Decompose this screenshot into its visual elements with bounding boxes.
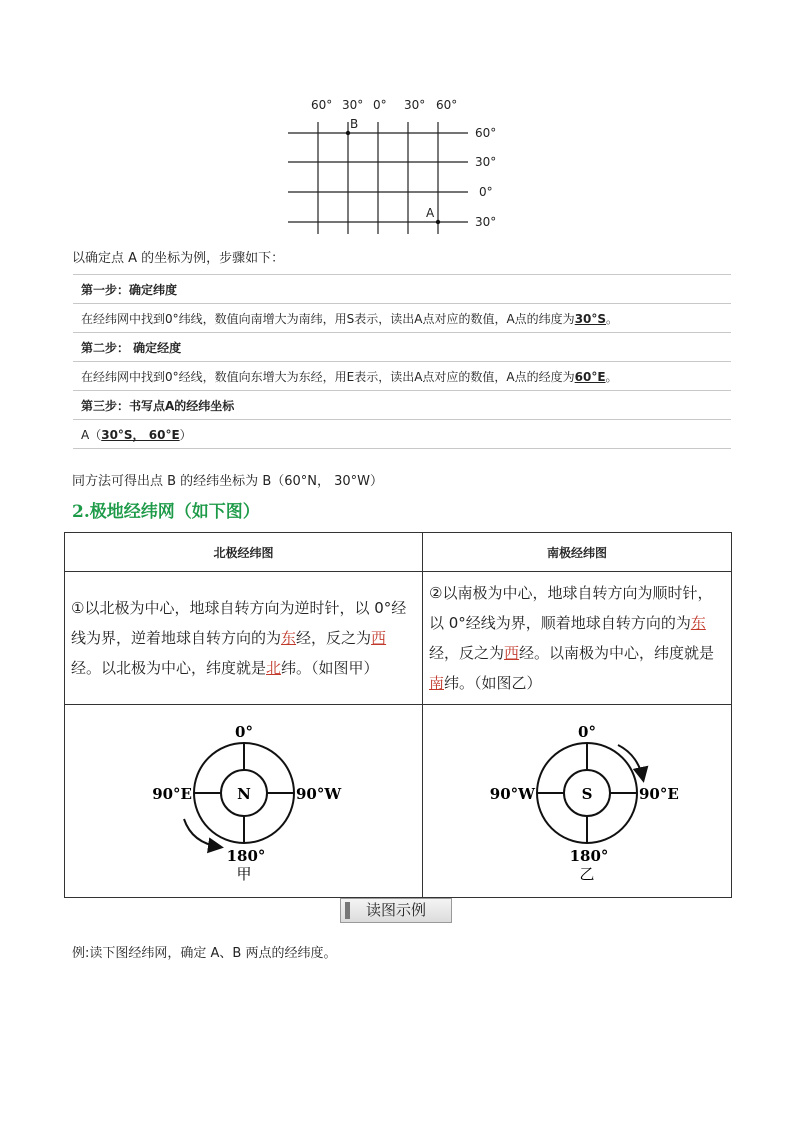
north-text-part: 经。以北极为中心，纬度就是 xyxy=(71,659,267,677)
step3-answer: 30°S， 60°E xyxy=(101,427,180,442)
south-highlight-south: 南 xyxy=(429,674,445,692)
north-diagram-cell xyxy=(65,705,423,898)
step-row xyxy=(73,333,731,362)
step1-title: 第一步：确定纬度 xyxy=(73,275,731,304)
step3-end: ） xyxy=(179,427,192,442)
north-label-left: 90°E xyxy=(152,785,192,803)
step-row xyxy=(73,362,731,391)
section-title: 2.极地经纬网（如下图） xyxy=(72,502,260,522)
south-highlight-west: 西 xyxy=(504,644,520,662)
north-label-right: 90°W xyxy=(296,785,342,803)
south-text-part: ②以南极为中心，地球自转方向为顺时针，以 0°经线为界，顺着地球自转方向的为 xyxy=(429,584,713,632)
step-row xyxy=(73,275,731,304)
step-row xyxy=(73,420,731,449)
read-example-text: 读图示例 xyxy=(365,901,426,919)
north-pole-letter: N xyxy=(237,785,251,803)
point-b-dot xyxy=(346,131,350,135)
right-label-30s: 30° xyxy=(475,215,497,229)
step1-end: 。 xyxy=(606,311,619,326)
step2-text: 在经纬网中找到0°经线，数值向东增大为东经，用E表示，读出A点对应的数值，A点的经度为 xyxy=(81,369,575,384)
south-text-part: 纬。（如图乙） xyxy=(444,674,542,692)
south-polar-diagram xyxy=(424,707,730,895)
north-text-part: 经，反之为 xyxy=(296,629,372,647)
top-label-60e: 60° xyxy=(436,98,458,112)
north-header: 北极经纬图 xyxy=(65,533,423,572)
south-text-part: 经，反之为 xyxy=(429,644,505,662)
intro-text: 以确定点 A 的坐标为例，步骤如下： xyxy=(72,251,285,266)
step3-content xyxy=(73,420,731,449)
north-label-top: 0° xyxy=(235,723,253,741)
right-label-0: 0° xyxy=(479,185,493,199)
south-diagram-cell xyxy=(423,705,732,898)
point-b-label: B xyxy=(350,117,359,131)
south-text-part: 经。以南极为中心，纬度就是 xyxy=(519,644,715,662)
north-text-part: ①以北极为中心，地球自转方向为逆时针，以 0°经线为界，逆着地球自转方向的为 xyxy=(71,599,407,647)
step3-title: 第三步：书写点A的经纬坐标 xyxy=(73,391,731,420)
rotation-arrow-clockwise xyxy=(618,745,643,779)
top-label-30e: 30° xyxy=(404,98,426,112)
north-text-part: 纬。（如图甲） xyxy=(281,659,379,677)
step2-end: 。 xyxy=(605,369,618,384)
north-polar-diagram xyxy=(66,707,421,895)
south-label-left: 90°W xyxy=(489,785,535,803)
example-question: 例:读下图经纬网，确定 A、B 两点的经纬度。 xyxy=(72,946,337,961)
label-accent-bar xyxy=(345,902,350,919)
step-row xyxy=(73,304,731,333)
step1-content xyxy=(73,304,731,333)
right-label-60n: 60° xyxy=(475,126,497,140)
north-description xyxy=(65,572,423,705)
read-example-label xyxy=(340,898,452,923)
step-row xyxy=(73,391,731,420)
top-label-0: 0° xyxy=(373,98,387,112)
north-highlight-west: 西 xyxy=(371,629,387,647)
step2-content xyxy=(73,362,731,391)
point-b-result: 同方法可得出点 B 的经纬坐标为 B（60°N， 30°W） xyxy=(72,474,384,489)
right-label-30n: 30° xyxy=(475,155,497,169)
north-highlight-north: 北 xyxy=(266,659,282,677)
north-label-bottom: 180° xyxy=(226,847,266,865)
south-header: 南极经纬图 xyxy=(423,533,732,572)
step1-answer: 30°S xyxy=(574,311,607,326)
point-a-dot xyxy=(436,220,440,224)
polar-table xyxy=(64,532,732,898)
lat-lon-grid-figure xyxy=(280,92,510,242)
south-highlight-east: 东 xyxy=(690,614,706,632)
top-label-30w: 30° xyxy=(342,98,364,112)
steps-table xyxy=(73,274,731,449)
south-description xyxy=(423,572,732,705)
step1-text: 在经纬网中找到0°纬线，数值向南增大为南纬，用S表示，读出A点对应的数值，A点的纬度为 xyxy=(81,311,575,326)
south-label-bottom: 180° xyxy=(569,847,609,865)
point-a-label: A xyxy=(426,206,435,220)
south-label-right: 90°E xyxy=(639,785,679,803)
north-caption: 甲 xyxy=(236,865,252,883)
south-caption: 乙 xyxy=(579,865,595,883)
north-highlight-east: 东 xyxy=(281,629,297,647)
step3-prefix: A（ xyxy=(81,427,102,442)
top-label-60w: 60° xyxy=(311,98,333,112)
step2-answer: 60°E xyxy=(574,369,606,384)
south-label-top: 0° xyxy=(578,723,596,741)
south-pole-letter: S xyxy=(581,785,593,803)
step2-title: 第二步： 确定经度 xyxy=(73,333,731,362)
